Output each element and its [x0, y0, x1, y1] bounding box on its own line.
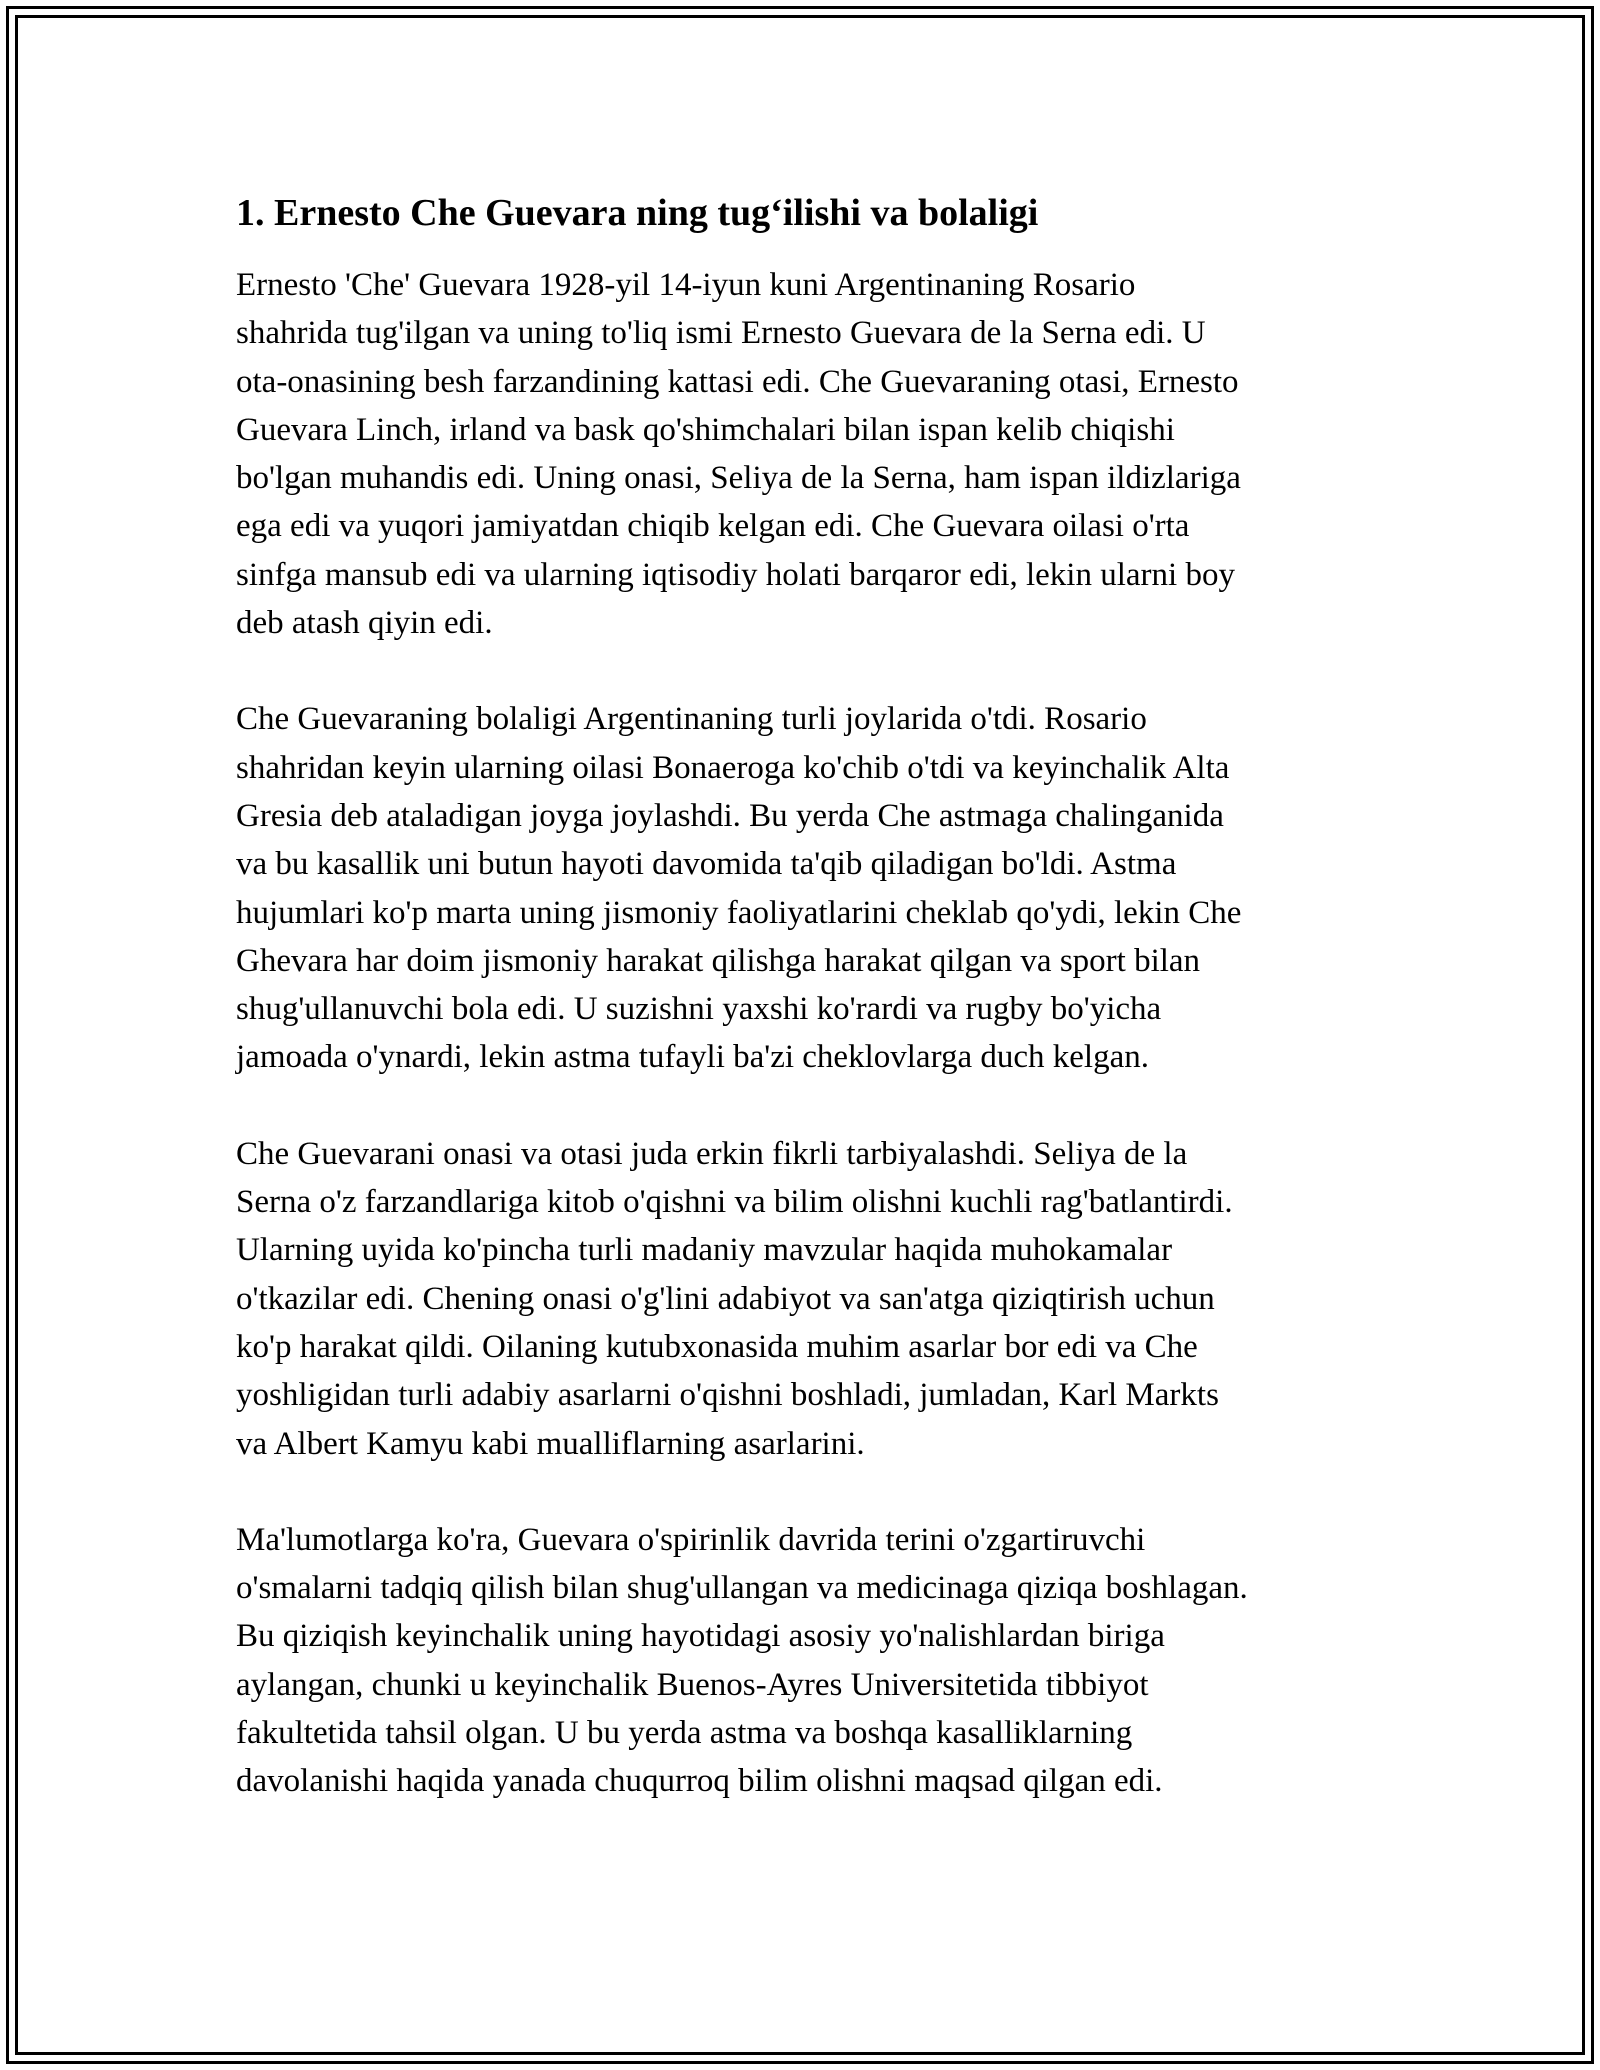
text-line: jamoada o'ynardi, lekin astma tufayli ba'zi cheklovlarga duch kelgan.: [236, 1039, 1149, 1076]
text-line: shahridan keyin ularning oilasi Bonaeroga ko'chib o'tdi va keyinchalik Alta: [236, 749, 1230, 786]
text-line: hujumlari ko'p marta uning jismoniy faoliyatlarini cheklab qo'ydi, lekin Che: [236, 894, 1242, 931]
text-line: Che Guevaraning bolaligi Argentinaning turli joylarida o'tdi. Rosario: [236, 701, 1147, 738]
text-line: Guevara Linch, irland va bask qo'shimchalari bilan ispan kelib chiqishi: [236, 411, 1175, 448]
text-line: fakultetida tahsil olgan. U bu yerda astma va boshqa kasalliklarning: [236, 1715, 1133, 1752]
document-body: [236, 185, 1366, 1854]
paragraph-childhood: [236, 695, 1366, 1081]
text-line: Gresia deb ataladigan joyga joylashdi. Bu yerda Che astmaga chalinganida: [236, 797, 1224, 834]
text-line: sinfga mansub edi va ularning iqtisodiy holati barqaror edi, lekin ularni boy: [236, 556, 1235, 593]
text-line: aylangan, chunki u keyinchalik Buenos-Ayres Universitetida tibbiyot: [236, 1666, 1149, 1703]
text-line: Ma'lumotlarga ko'ra, Guevara o'spirinlik davrida terini o'zgartiruvchi: [236, 1521, 1146, 1558]
paragraph-upbringing: [236, 1130, 1366, 1468]
text-line: yoshligidan turli adabiy asarlarni o'qishni boshladi, jumladan, Karl Markts: [236, 1377, 1219, 1414]
text-line: ota-onasining besh farzandining kattasi edi. Che Guevaraning otasi, Ernesto: [236, 363, 1239, 400]
text-line: Serna o'z farzandlariga kitob o'qishni va bilim olishni kuchli rag'batlantirdi.: [236, 1184, 1233, 1221]
text-line: Ernesto 'Che' Guevara 1928-yil 14-iyun kuni Argentinaning Rosario: [236, 267, 1136, 303]
text-line: va Albert Kamyu kabi mualliflarning asarlarini.: [236, 1425, 865, 1462]
text-line: Ghevara har doim jismoniy harakat qilishga harakat qilgan va sport bilan: [236, 942, 1201, 979]
paragraph-birth: [236, 261, 1366, 647]
text-line: bo'lgan muhandis edi. Uning onasi, Seliya de la Serna, ham ispan ildizlariga: [236, 460, 1241, 497]
paragraph-medicine: [236, 1516, 1366, 1806]
text-line: ega edi va yuqori jamiyatdan chiqib kelgan edi. Che Guevara oilasi o'rta: [236, 508, 1190, 545]
section-heading: 1. Ernesto Che Guevara ning tug‘ilishi va bolaligi: [236, 192, 1039, 234]
text-line: Ularning uyida ko'pincha turli madaniy mavzular haqida muhokamalar: [236, 1232, 1173, 1269]
text-line: o'tkazilar edi. Chening onasi o'g'lini adabiyot va san'atga qiziqtirish uchun: [236, 1280, 1215, 1317]
text-line: shahrida tug'ilgan va uning to'liq ismi Ernesto Guevara de la Serna edi. U: [236, 315, 1206, 352]
text-line: o'smalarni tadqiq qilish bilan shug'ullangan va medicinaga qiziqa boshlagan.: [236, 1570, 1248, 1607]
text-line: Che Guevarani onasi va otasi juda erkin fikrli tarbiyalashdi. Seliya de la: [236, 1135, 1188, 1172]
text-line: davolanishi haqida yanada chuqurroq bilim olishni maqsad qilgan edi.: [236, 1763, 1163, 1800]
text-line: deb atash qiyin edi.: [236, 605, 493, 642]
text-line: shug'ullanuvchi bola edi. U suzishni yaxshi ko'rardi va rugby bo'yicha: [236, 991, 1162, 1028]
text-line: va bu kasallik uni butun hayoti davomida ta'qib qiladigan bo'ldi. Astma: [236, 846, 1177, 883]
text-line: ko'p harakat qildi. Oilaning kutubxonasida muhim asarlar bor edi va Che: [236, 1328, 1198, 1365]
text-line: Bu qiziqish keyinchalik uning hayotidagi asosiy yo'nalishlardan biriga: [236, 1618, 1165, 1655]
